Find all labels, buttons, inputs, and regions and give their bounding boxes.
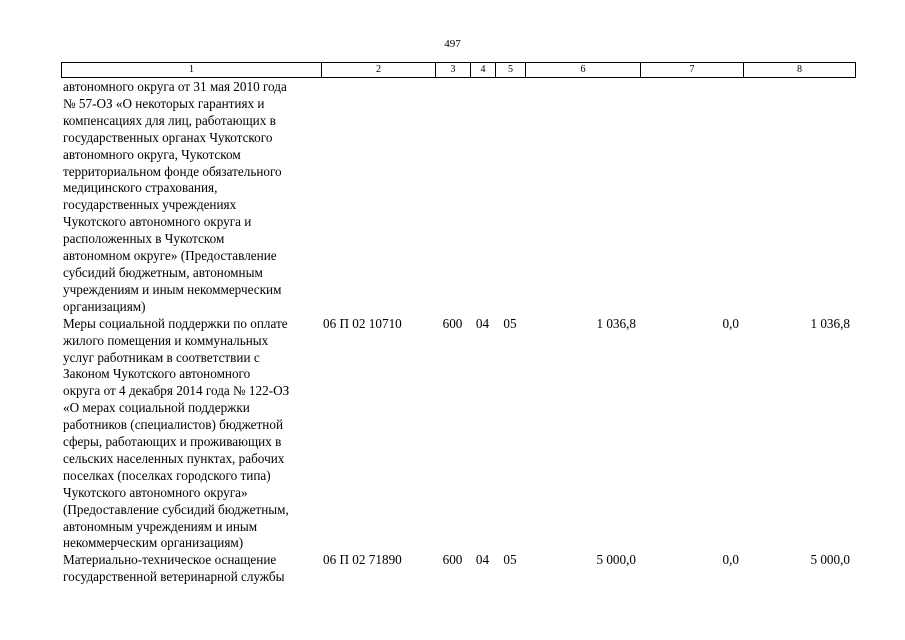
table-row [61, 552, 854, 586]
column-header-6: 6 [526, 63, 641, 77]
column-header-3: 3 [436, 63, 471, 77]
row-section: 04 [475, 315, 490, 331]
row-target-code: 06 П 02 10710 [323, 315, 402, 331]
description-line: организациям) [63, 298, 146, 314]
table-row [61, 79, 854, 316]
description-line: расположенных в Чукотском [63, 231, 225, 247]
description-line: государственных учреждениях [63, 197, 237, 213]
description-line: Чукотского автономного округа» [63, 484, 248, 500]
column-header-2: 2 [322, 63, 436, 77]
description-line: жилого помещения и коммунальных [63, 332, 269, 348]
description-line: автономным учреждениям и иным [63, 518, 258, 534]
description-line: работников (специалистов) бюджетной [63, 417, 284, 433]
description-line: «О мерах социальной поддержки [63, 400, 250, 416]
row-federal-amount: 0,0 [722, 315, 739, 331]
description-line: сельских населенных пунктах, рабочих [63, 450, 285, 466]
description-line: Меры социальной поддержки по оплате [63, 315, 288, 331]
description-line: поселках (поселках городского типа) [63, 467, 271, 483]
row-regional-amount: 1 036,8 [810, 315, 850, 331]
row-total-amount [525, 79, 640, 316]
table-header-row [61, 62, 856, 78]
row-description [61, 552, 321, 586]
column-header-5: 5 [496, 63, 526, 77]
row-expense-type [435, 79, 470, 316]
description-line: Законом Чукотского автономного [63, 366, 251, 382]
description-line: (Предоставление субсидий бюджетным, [63, 501, 289, 517]
table-row [61, 316, 854, 553]
column-header-1: 1 [62, 63, 322, 77]
row-total-amount: 1 036,8 [596, 315, 636, 331]
row-target-code: 06 П 02 71890 [323, 552, 402, 568]
description-line: некоммерческим организациям) [63, 535, 244, 551]
row-subsection: 05 [503, 315, 517, 331]
description-line: автономного округа, Чукотском [63, 146, 241, 162]
row-expense-type: 600 [442, 315, 463, 331]
row-target-code [321, 79, 435, 316]
column-header-4: 4 [471, 63, 496, 77]
row-regional-amount [743, 79, 854, 316]
description-line: государственных органах Чукотского [63, 129, 273, 145]
row-section [470, 79, 495, 316]
row-section: 04 [475, 552, 490, 568]
row-regional-amount: 5 000,0 [810, 552, 850, 568]
row-expense-type: 600 [442, 552, 463, 568]
description-line: медицинского страхования, [63, 180, 218, 196]
row-subsection [495, 79, 525, 316]
column-header-7: 7 [641, 63, 744, 77]
row-total-amount: 5 000,0 [596, 552, 636, 568]
description-line: № 57-ОЗ «О некоторых гарантиях и [63, 95, 265, 111]
description-line: округа от 4 декабря 2014 года № 122-ОЗ [63, 383, 290, 399]
description-line: сферы, работающих и проживающих в [63, 434, 282, 450]
description-line: территориальном фонде обязательного [63, 163, 282, 179]
row-subsection: 05 [503, 552, 517, 568]
description-line: автономного округа от 31 мая 2010 года [63, 79, 287, 94]
page-number: 497 [444, 38, 461, 50]
description-line: услуг работникам в соответствии с [63, 349, 260, 365]
description-line: Чукотского автономного округа и [63, 214, 252, 230]
description-line: учреждениям и иным некоммерческим [63, 281, 282, 297]
row-federal-amount [640, 79, 743, 316]
description-line: компенсациях для лиц, работающих в [63, 112, 276, 128]
description-line: субсидий бюджетным, автономным [63, 264, 263, 280]
row-description [61, 316, 321, 553]
table-body [61, 79, 854, 586]
description-line: автономном округе» (Предоставление [63, 248, 277, 264]
row-federal-amount: 0,0 [722, 552, 739, 568]
description-line: государственной ветеринарной службы [63, 569, 285, 585]
row-description [61, 79, 321, 316]
description-line: Материально-техническое оснащение [63, 552, 277, 568]
column-header-8: 8 [744, 63, 856, 77]
